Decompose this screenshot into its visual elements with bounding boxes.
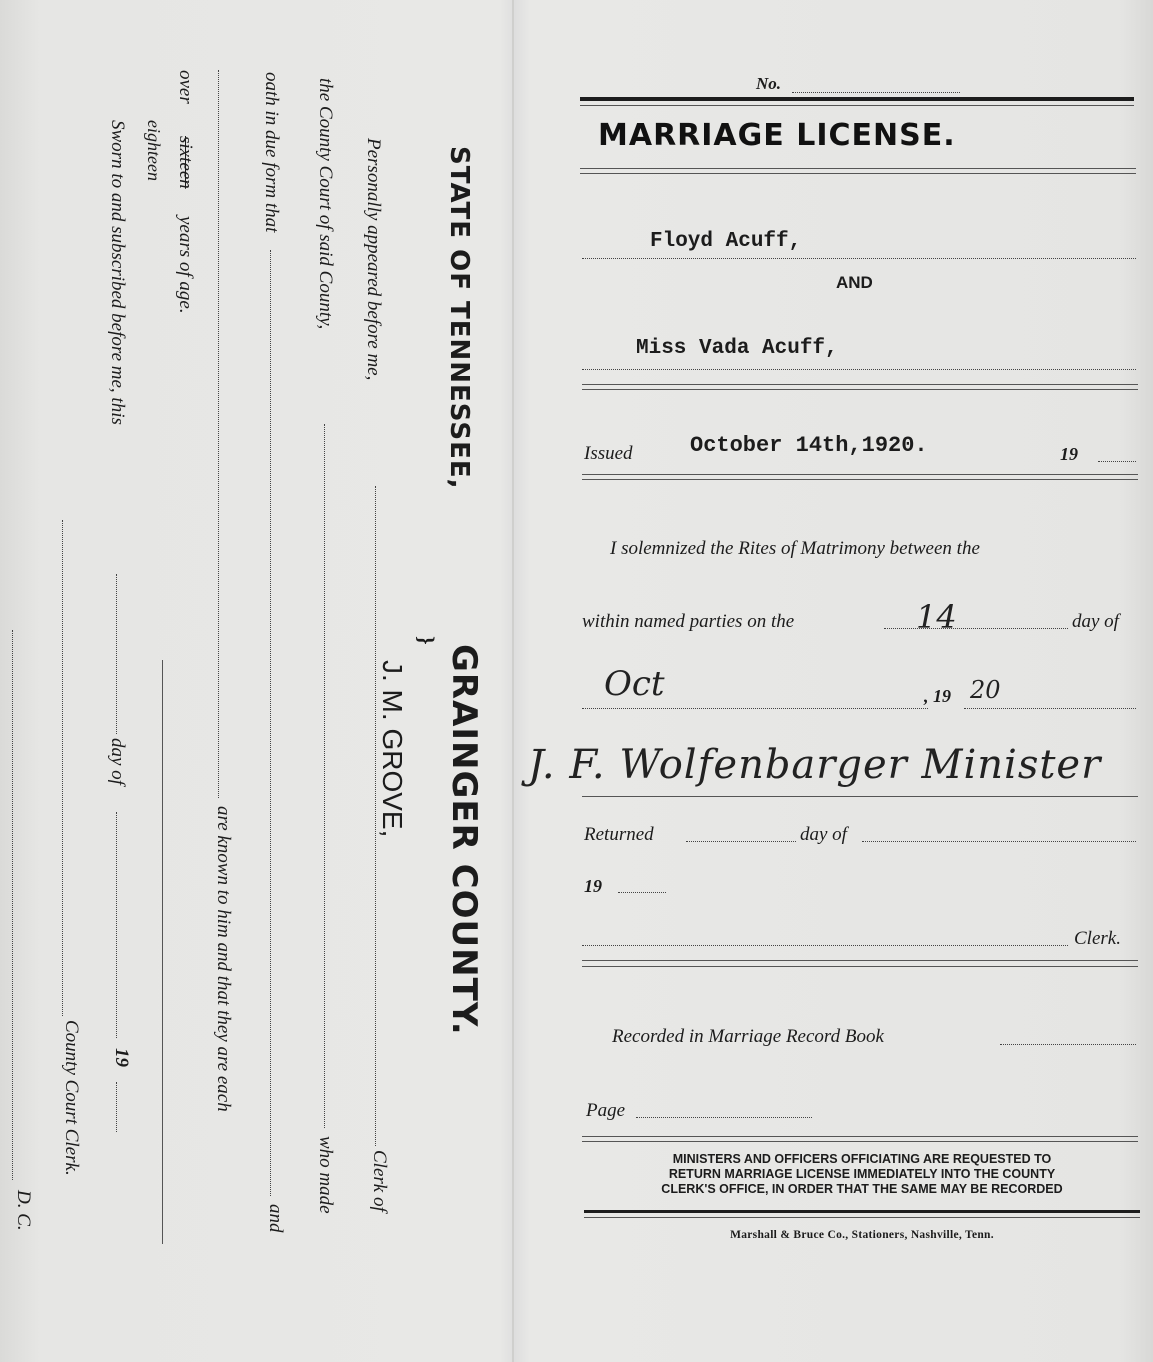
license-title: MARRIAGE LICENSE. <box>598 118 956 153</box>
title-top-rule-thin <box>580 105 1134 106</box>
oath-line <box>270 250 271 1196</box>
issued-year-prefix: 19 <box>1060 444 1078 464</box>
county-court-of: the County Court of said County, <box>315 78 336 330</box>
returned-day-line <box>686 841 796 842</box>
clerk-line <box>582 945 1068 946</box>
issued-label: Issued <box>584 443 633 464</box>
and-label: AND <box>836 273 873 292</box>
notice-line-2: RETURN MARRIAGE LICENSE IMMEDIATELY INTO THE COUNTY <box>668 1167 1056 1181</box>
county-clerk-line <box>62 520 63 1016</box>
notice-line-1: MINISTERS AND OFFICERS OFFICIATING ARE REQUESTED TO <box>672 1152 1052 1166</box>
year-prefix: , 19 <box>924 686 951 706</box>
affidavit-clerk-name: J. M. GROVE, <box>377 660 408 838</box>
year-value: 20 <box>970 676 1001 704</box>
county-court-line <box>324 424 325 1128</box>
year-line <box>964 708 1136 709</box>
notice-line-3: CLERK'S OFFICE, IN ORDER THAT THE SAME MAY BE RECORDED <box>661 1182 1063 1196</box>
affidavit-county-name: GRAINGER COUNTY. <box>444 644 484 1036</box>
dc-label: D. C. <box>13 1190 34 1231</box>
notice-top-rule <box>582 1136 1138 1137</box>
groom-line <box>582 258 1136 259</box>
bride-rule <box>582 384 1138 385</box>
clerk-of-label: Clerk of <box>369 1150 390 1212</box>
title-bottom-rule-2 <box>580 173 1136 174</box>
returned-year: 19 <box>584 876 602 896</box>
over-label: over <box>175 70 196 104</box>
title-bottom-rule <box>580 168 1136 169</box>
printer-credit: Marshall & Bruce Co., Stationers, Nashville, Tenn. <box>730 1229 994 1241</box>
returned-month-line <box>862 841 1136 842</box>
sworn-day-of: day of <box>107 738 128 785</box>
dc-line <box>12 630 13 1180</box>
page-label: Page <box>586 1100 626 1121</box>
sworn-label: Sworn to and subscribed before me, this <box>107 120 128 425</box>
clerk-rule <box>582 960 1138 961</box>
day-of-label: day of <box>1072 611 1119 632</box>
county-court-clerk: County Court Clerk. <box>61 1020 82 1176</box>
known-to-him: are known to him and that they are each <box>213 806 234 1112</box>
groom-name: Floyd Acuff, <box>650 230 802 253</box>
month-line <box>582 708 928 709</box>
within-text: within named parties on the <box>582 611 795 632</box>
title-top-rule <box>580 97 1134 101</box>
clerk-label: Clerk. <box>1074 928 1121 949</box>
signature-rule <box>582 796 1138 797</box>
personally-appeared: Personally appeared before me, <box>363 138 384 381</box>
bride-line <box>582 369 1136 370</box>
officiant-notice <box>582 1152 1142 1197</box>
sworn-year-prefix: 19 <box>111 1048 132 1067</box>
sworn-year-line <box>116 1082 117 1132</box>
affidavit-state: STATE OF TENNESSEE, <box>444 146 474 490</box>
recorded-label: Recorded in Marriage Record Book <box>612 1026 884 1047</box>
license-number-line <box>792 92 960 93</box>
returned-day-of: day of <box>800 824 847 845</box>
affidavit-brace: } <box>414 636 439 645</box>
returned-label: Returned <box>584 824 654 845</box>
struck-age: sixteen <box>175 136 196 189</box>
issued-rule-2 <box>582 479 1138 480</box>
sworn-day-line <box>116 574 117 734</box>
issued-rule <box>582 474 1138 475</box>
license-number-label: No. <box>756 74 782 93</box>
clerk-rule-2 <box>582 966 1138 967</box>
sworn-month-line <box>116 812 117 1038</box>
notice-top-rule-2 <box>582 1141 1138 1142</box>
notice-bottom-rule-2 <box>584 1217 1140 1218</box>
names-line <box>218 70 219 798</box>
issued-year-line <box>1098 461 1136 462</box>
recorded-line <box>1000 1044 1136 1045</box>
page-line <box>636 1117 812 1118</box>
day-value: 14 <box>916 598 957 636</box>
and-word: and <box>265 1204 286 1233</box>
years-of-age: years of age. <box>175 216 196 314</box>
who-made-label: who made <box>315 1136 336 1214</box>
day-line <box>884 628 1068 629</box>
month-value: Oct <box>604 664 665 704</box>
eighteen-handwritten: eighteen <box>144 120 164 181</box>
solemnized-text: I solemnized the Rites of Matrimony between the <box>610 538 980 559</box>
officiant-signature: J. F. Wolfenbarger Minister <box>528 742 1102 788</box>
sworn-rule <box>162 660 163 1244</box>
oath-label: oath in due form that <box>261 72 282 233</box>
returned-year-line <box>618 892 666 893</box>
fold-line <box>512 0 514 1362</box>
personally-appeared-line <box>375 486 376 1146</box>
bride-name: Miss Vada Acuff, <box>636 337 838 360</box>
notice-bottom-rule <box>584 1210 1140 1213</box>
issued-date: October 14th,1920. <box>690 433 928 458</box>
bride-rule-2 <box>582 389 1138 390</box>
